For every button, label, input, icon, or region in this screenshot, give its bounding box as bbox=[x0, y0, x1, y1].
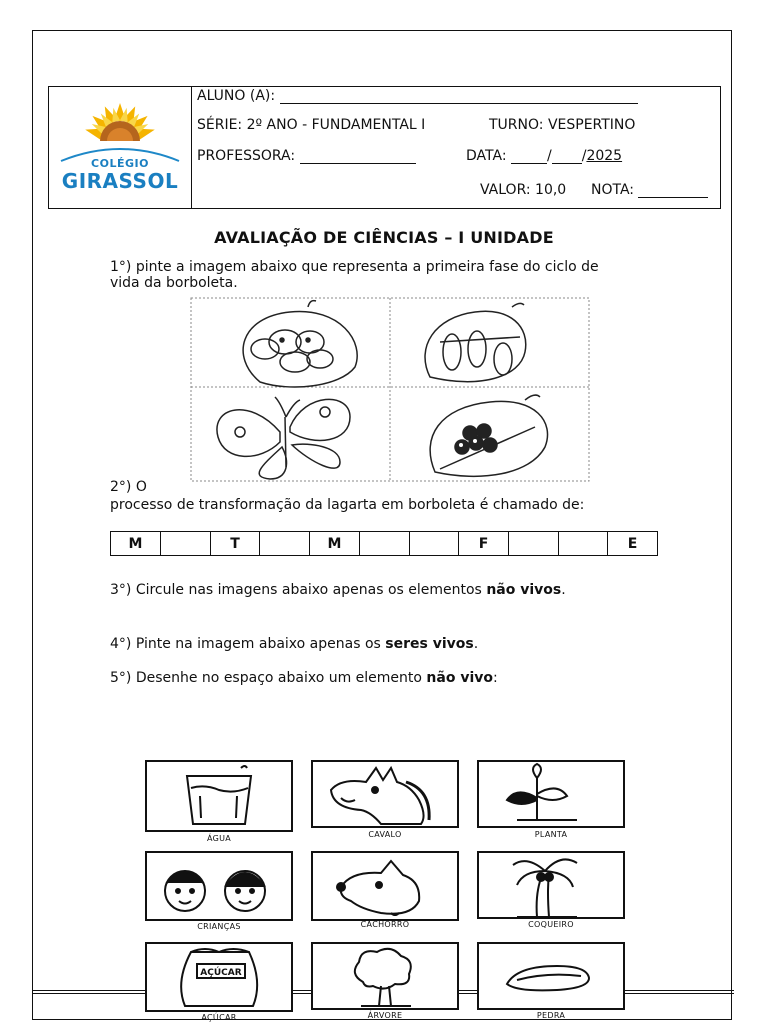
grade-field[interactable] bbox=[591, 182, 708, 198]
caption-dog: CACHORRO bbox=[360, 920, 410, 929]
grade-label: NOTA: bbox=[591, 182, 635, 198]
value-text: VALOR: 10,0 bbox=[480, 182, 567, 198]
grid-cell[interactable]: T bbox=[210, 532, 260, 556]
picture-tree[interactable] bbox=[311, 942, 459, 1010]
grid-cell[interactable]: M bbox=[111, 532, 161, 556]
grid-cell[interactable] bbox=[160, 532, 210, 556]
date-slash-1: / bbox=[547, 148, 552, 164]
date-slash-2: / bbox=[581, 148, 587, 164]
picture-plant[interactable] bbox=[477, 760, 625, 828]
date-field[interactable] bbox=[466, 148, 622, 164]
teacher-name-line[interactable] bbox=[300, 149, 416, 164]
caption-coconut-tree: COQUEIRO bbox=[528, 920, 574, 929]
grid-cell[interactable] bbox=[558, 532, 608, 556]
butterfly-icon bbox=[217, 397, 350, 479]
picture-sugar[interactable] bbox=[145, 942, 293, 1012]
question-2-line1: 2°) O bbox=[110, 479, 147, 495]
question-3-text: 3°) Circule nas imagens abaixo apenas os elementos bbox=[110, 582, 487, 598]
student-field[interactable] bbox=[197, 88, 638, 104]
grid-cell[interactable] bbox=[260, 532, 310, 556]
caption-stone: PEDRA bbox=[536, 1011, 566, 1020]
student-name-line[interactable] bbox=[280, 89, 638, 104]
butterfly-life-cycle-image[interactable] bbox=[190, 297, 590, 482]
caption-plant: PLANTA bbox=[534, 830, 568, 839]
caption-water: ÁGUA bbox=[206, 834, 232, 843]
picture-horse[interactable] bbox=[311, 760, 459, 828]
school-name-line2: GIRASSOL bbox=[61, 169, 179, 193]
date-month-line[interactable] bbox=[552, 149, 582, 164]
teacher-field[interactable] bbox=[197, 148, 416, 164]
question-2-line2: processo de transformação da lagarta em borboleta é chamado de: bbox=[110, 497, 585, 513]
picture-water[interactable] bbox=[145, 760, 293, 832]
question-1-line2: vida da borboleta. bbox=[110, 275, 238, 291]
caption-tree: ÁRVORE bbox=[367, 1011, 403, 1020]
caption-horse: CAVALO bbox=[368, 830, 402, 839]
date-label: DATA: bbox=[466, 148, 507, 164]
question-3-end: . bbox=[561, 582, 566, 598]
question-4 bbox=[110, 636, 478, 653]
school-name-line1: COLÉGIO bbox=[91, 157, 149, 170]
question-3 bbox=[110, 582, 566, 599]
eggs-on-leaf-icon bbox=[430, 395, 547, 476]
date-day-line[interactable] bbox=[511, 149, 547, 164]
caterpillars-on-leaf-icon bbox=[243, 301, 357, 387]
question-5-text: 5°) Desenhe no espaço abaixo um elemento bbox=[110, 670, 427, 686]
grid-cell[interactable]: E bbox=[608, 532, 658, 556]
picture-children[interactable] bbox=[145, 851, 293, 921]
question-1-line1: 1°) pinte a imagem abaixo que representa a primeira fase do ciclo de bbox=[110, 259, 599, 275]
sugar-bag-label: AÇÚCAR bbox=[200, 968, 242, 978]
caption-sugar: AÇÚCAR bbox=[201, 1013, 237, 1022]
question-4-text: 4°) Pinte na imagem abaixo apenas os bbox=[110, 636, 386, 652]
grade-text: SÉRIE: 2º ANO - FUNDAMENTAL I bbox=[197, 117, 426, 133]
question-4-bold: seres vivos bbox=[385, 636, 474, 652]
picture-stone[interactable] bbox=[477, 942, 625, 1010]
grid-cell[interactable]: F bbox=[459, 532, 509, 556]
student-label: ALUNO (A): bbox=[197, 88, 276, 104]
school-logo bbox=[49, 87, 192, 208]
page-title: AVALIAÇÃO DE CIÊNCIAS – I UNIDADE bbox=[214, 228, 554, 247]
chrysalis-on-leaf-icon bbox=[425, 303, 526, 381]
picture-coconut-tree[interactable] bbox=[477, 851, 625, 919]
question-3-bold: não vivos bbox=[486, 582, 562, 598]
shift-text: TURNO: VESPERTINO bbox=[489, 117, 636, 133]
question-5-end: : bbox=[493, 670, 498, 686]
date-year: 2025 bbox=[586, 148, 623, 164]
grid-cell[interactable] bbox=[409, 532, 459, 556]
grid-cell[interactable]: M bbox=[309, 532, 359, 556]
grade-line[interactable] bbox=[638, 183, 708, 198]
header-box bbox=[48, 86, 721, 209]
question-5 bbox=[110, 670, 498, 687]
teacher-label: PROFESSORA: bbox=[197, 148, 296, 164]
caption-children: CRIANÇAS bbox=[197, 922, 241, 931]
question-5-bold: não vivo bbox=[426, 670, 493, 686]
picture-dog[interactable] bbox=[311, 851, 459, 921]
grid-cell[interactable] bbox=[508, 532, 558, 556]
metamorphosis-word-grid bbox=[110, 531, 658, 556]
question-4-end: . bbox=[473, 636, 479, 652]
grid-cell[interactable] bbox=[359, 532, 409, 556]
